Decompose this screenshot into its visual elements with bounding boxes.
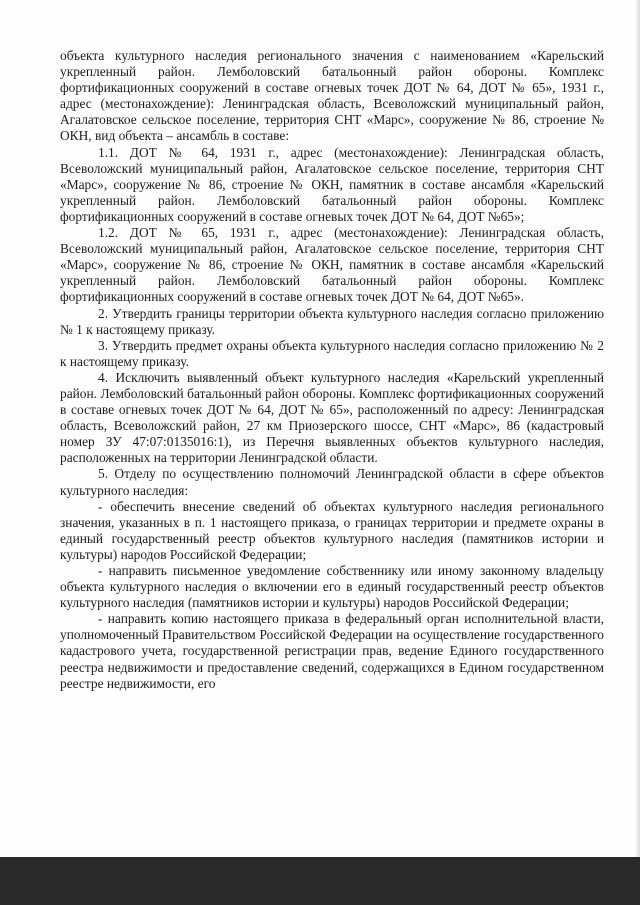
document-body bbox=[60, 48, 604, 692]
paragraph-4: 4. Исключить выявленный объект культурного наследия «Карельский укрепленный район. Лемболовский батальонный район обороны. Комплекс фортификационных сооружений в составе огневых точек ДОТ № 64, ДОТ № 65», расположенный по адресу: Ленинградская область, Всеволожский район, 27 км Приозерского шоссе, СНТ «Марс», 86 (кадастровый номер ЗУ 47:07:0135016:1), из Перечня выявленных объектов культурного наследия, расположенных на территории Ленинградской области. bbox=[60, 369, 604, 466]
paragraph-5: 5. Отделу по осуществлению полномочий Ленинградской области в сфере объектов культурного наследия: bbox=[60, 466, 604, 498]
paragraph-1-1: 1.1. ДОТ № 64, 1931 г., адрес (местонахождение): Ленинградская область, Всеволожский муниципальный район, Агалатовское сельское поселение, территория СНТ «Марс», сооружение № 86, строение № ОКН, памятник в составе ансамбля «Карельский укрепленный район. Лемболовский батальонный район обороны. Комплекс фортификационных сооружений в составе огневых точек ДОТ № 64, ДОТ №65»; bbox=[60, 144, 604, 224]
paragraph-5-item-3: - направить копию настоящего приказа в федеральный орган исполнительной власти, уполномоченный Правительством Российской Федерации на осуществление государственного кадастрового учета, государственной регистрации прав, ведение Единого государственного реестра недвижимости и предоставление сведений, содержащихся в Едином государственном реестре недвижимости, его bbox=[60, 611, 604, 691]
scan-bottom-border bbox=[0, 857, 640, 905]
paragraph-5-item-1: - обеспечить внесение сведений об объектах культурного наследия регионального значения, указанных в п. 1 настоящего приказа, о границах территории и предмете охраны в единый государственный реестр объектов культурного наследия (памятников истории и культуры) народов Российской Федерации; bbox=[60, 498, 604, 562]
scan-edge-shadow bbox=[636, 0, 640, 857]
paragraph-2: 2. Утвердить границы территории объекта культурного наследия согласно приложению № 1 к настоящему приказу. bbox=[60, 305, 604, 337]
paragraph-3: 3. Утвердить предмет охраны объекта культурного наследия согласно приложению № 2 к настоящему приказу. bbox=[60, 337, 604, 369]
paragraph-1-2: 1.2. ДОТ № 65, 1931 г., адрес (местонахождение): Ленинградская область, Всеволожский муниципальный район, Агалатовское сельское поселение, территория СНТ «Марс», сооружение № 86, строение № ОКН, памятник в составе ансамбля «Карельский укрепленный район. Лемболовский батальонный район обороны. Комплекс фортификационных сооружений в составе огневых точек ДОТ № 64, ДОТ №65». bbox=[60, 225, 604, 305]
paragraph-5-item-2: - направить письменное уведомление собственнику или иному законному владельцу объекта культурного наследия о включении его в единый государственный реестр объектов культурного наследия (памятников истории и культуры) народов Российской Федерации; bbox=[60, 563, 604, 611]
paragraph-intro: объекта культурного наследия регионального значения с наименованием «Карельский укрепленный район. Лемболовский батальонный район обороны. Комплекс фортификационных сооружений в составе огневых точек ДОТ № 64, ДОТ № 65», 1931 г., адрес (местонахождение): Ленинградская область, Всеволожский муниципальный район, Агалатовское сельское поселение, территория СНТ «Марс», сооружение № 86, строение № ОКН, вид объекта – ансамбль в составе: bbox=[60, 48, 604, 144]
